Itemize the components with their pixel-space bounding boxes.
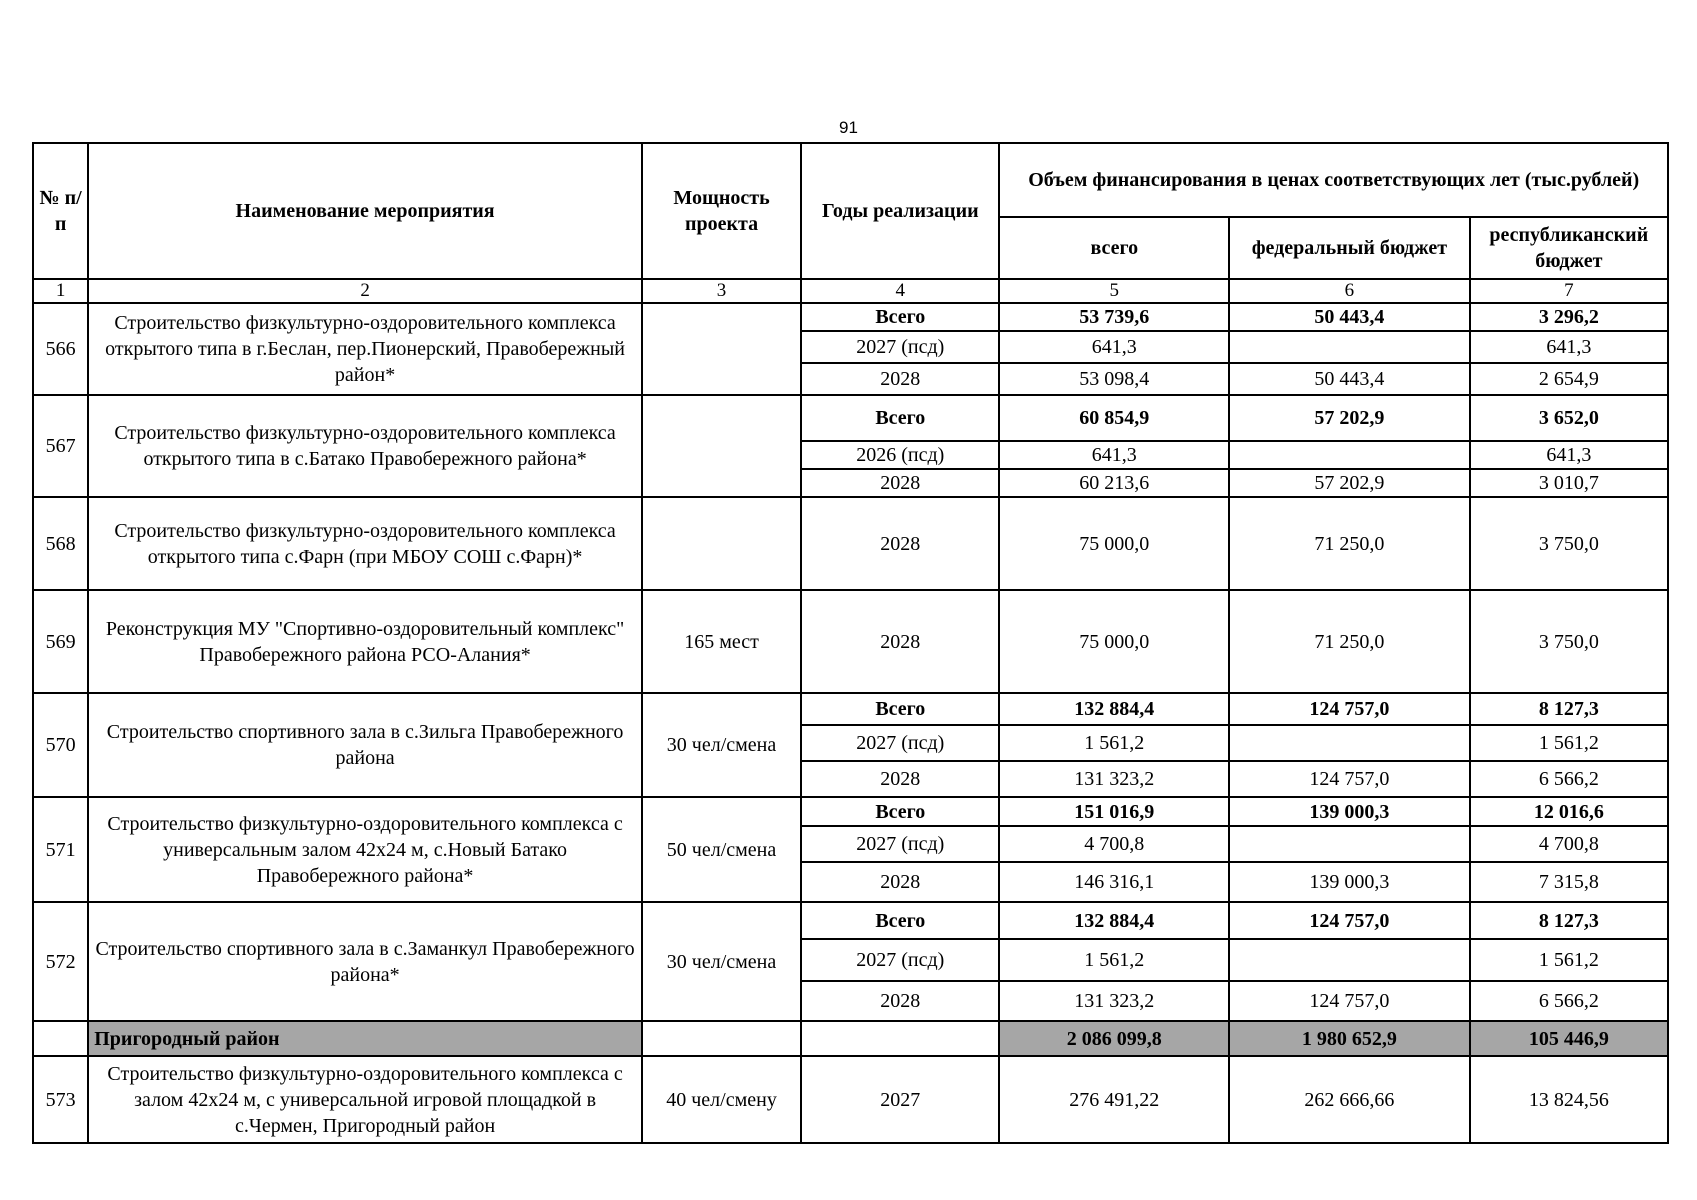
- federal-cell: 124 757,0: [1229, 902, 1470, 939]
- measure-name: Реконструкция МУ "Спортивно-оздоровительный комплекс" Правобережного района РСО-Алания*: [88, 590, 642, 693]
- district-row: [33, 1021, 1668, 1056]
- year-cell: Всего: [801, 797, 999, 826]
- total-cell: 1 561,2: [999, 939, 1229, 981]
- year-cell: 2027 (псд): [801, 826, 999, 862]
- capacity: 50 чел/смена: [642, 797, 801, 902]
- year-cell: Всего: [801, 303, 999, 331]
- measure-name: Строительство спортивного зала в с.Заманкул Правобережного района*: [88, 902, 642, 1021]
- republican-cell: 8 127,3: [1470, 902, 1668, 939]
- year-cell: Всего: [801, 395, 999, 441]
- year-cell: 2028: [801, 363, 999, 395]
- row-number: 567: [33, 395, 88, 497]
- column-number: 5: [999, 279, 1229, 303]
- year-cell: 2027: [801, 1056, 999, 1143]
- column-number: 4: [801, 279, 999, 303]
- federal-cell: 50 443,4: [1229, 363, 1470, 395]
- column-number: 1: [33, 279, 88, 303]
- total-cell: 641,3: [999, 441, 1229, 469]
- republican-cell: 13 824,56: [1470, 1056, 1668, 1143]
- district-republican: 105 446,9: [1470, 1021, 1668, 1056]
- year-cell: 2028: [801, 761, 999, 797]
- district-name: Пригородный район: [88, 1021, 642, 1056]
- republican-cell: 6 566,2: [1470, 981, 1668, 1021]
- capacity: 165 мест: [642, 590, 801, 693]
- measure-name: Строительство физкультурно-оздоровительного комплекса с универсальным залом 42х24 м, с.Новый Батако Правобережного района*: [88, 797, 642, 902]
- year-cell: 2028: [801, 981, 999, 1021]
- column-number: 2: [88, 279, 642, 303]
- district-total: 2 086 099,8: [999, 1021, 1229, 1056]
- year-cell: 2027 (псд): [801, 725, 999, 761]
- total-cell: 75 000,0: [999, 497, 1229, 590]
- republican-cell: 2 654,9: [1470, 363, 1668, 395]
- republican-cell: 4 700,8: [1470, 826, 1668, 862]
- district-year-empty: [801, 1021, 999, 1056]
- row-number: 572: [33, 902, 88, 1021]
- district-federal: 1 980 652,9: [1229, 1021, 1470, 1056]
- row-number: 570: [33, 693, 88, 797]
- total-cell: 60 213,6: [999, 469, 1229, 497]
- capacity: [642, 303, 801, 395]
- row-number: 569: [33, 590, 88, 693]
- federal-cell: 124 757,0: [1229, 761, 1470, 797]
- total-cell: 4 700,8: [999, 826, 1229, 862]
- year-cell: 2026 (псд): [801, 441, 999, 469]
- column-number: 7: [1470, 279, 1668, 303]
- republican-cell: 3 296,2: [1470, 303, 1668, 331]
- total-cell: 132 884,4: [999, 902, 1229, 939]
- year-cell: 2028: [801, 469, 999, 497]
- total-cell: 60 854,9: [999, 395, 1229, 441]
- year-cell: 2028: [801, 862, 999, 902]
- header-capacity: Мощность проекта: [642, 143, 801, 279]
- measure-name: Строительство физкультурно-оздоровительного комплекса открытого типа с.Фарн (при МБОУ СОШ с.Фарн)*: [88, 497, 642, 590]
- header-republican: республиканский бюджет: [1470, 217, 1668, 279]
- row-number: 571: [33, 797, 88, 902]
- header-federal: федеральный бюджет: [1229, 217, 1470, 279]
- header-years: Годы реализации: [801, 143, 999, 279]
- capacity: [642, 497, 801, 590]
- federal-cell: 50 443,4: [1229, 303, 1470, 331]
- total-cell: 146 316,1: [999, 862, 1229, 902]
- federal-cell: 71 250,0: [1229, 497, 1470, 590]
- district-num-empty: [33, 1021, 88, 1056]
- republican-cell: 1 561,2: [1470, 939, 1668, 981]
- federal-cell: 262 666,66: [1229, 1056, 1470, 1143]
- republican-cell: 641,3: [1470, 441, 1668, 469]
- year-cell: 2028: [801, 497, 999, 590]
- capacity: [642, 395, 801, 497]
- header-total: всего: [999, 217, 1229, 279]
- capacity: 30 чел/смена: [642, 693, 801, 797]
- capacity: 30 чел/смена: [642, 902, 801, 1021]
- total-cell: 131 323,2: [999, 761, 1229, 797]
- measure-name: Строительство спортивного зала в с.Зильга Правобережного района: [88, 693, 642, 797]
- federal-cell: 57 202,9: [1229, 395, 1470, 441]
- row-number: 568: [33, 497, 88, 590]
- measure-name: Строительство физкультурно-оздоровительного комплекса с залом 42х24 м, с универсальной игровой площадкой в с.Чермен, Пригородный район: [88, 1056, 642, 1143]
- year-cell: Всего: [801, 902, 999, 939]
- republican-cell: 6 566,2: [1470, 761, 1668, 797]
- total-cell: 75 000,0: [999, 590, 1229, 693]
- column-number: 6: [1229, 279, 1470, 303]
- republican-cell: 641,3: [1470, 331, 1668, 363]
- federal-cell: 124 757,0: [1229, 693, 1470, 725]
- measure-name: Строительство физкультурно-оздоровительного комплекса открытого типа в с.Батако Правобережного района*: [88, 395, 642, 497]
- year-cell: Всего: [801, 693, 999, 725]
- total-cell: 132 884,4: [999, 693, 1229, 725]
- row-number: 573: [33, 1056, 88, 1143]
- financing-table: [32, 142, 1669, 1144]
- total-cell: 641,3: [999, 331, 1229, 363]
- federal-cell: 139 000,3: [1229, 862, 1470, 902]
- republican-cell: 8 127,3: [1470, 693, 1668, 725]
- republican-cell: 3 750,0: [1470, 590, 1668, 693]
- federal-cell: [1229, 331, 1470, 363]
- federal-cell: [1229, 725, 1470, 761]
- federal-cell: [1229, 441, 1470, 469]
- republican-cell: 12 016,6: [1470, 797, 1668, 826]
- measure-name: Строительство физкультурно-оздоровительного комплекса открытого типа в г.Беслан, пер.Пионерский, Правобережный район*: [88, 303, 642, 395]
- federal-cell: 124 757,0: [1229, 981, 1470, 1021]
- republican-cell: 3 652,0: [1470, 395, 1668, 441]
- header-num: № п/п: [33, 143, 88, 279]
- total-cell: 276 491,22: [999, 1056, 1229, 1143]
- republican-cell: 1 561,2: [1470, 725, 1668, 761]
- district-capacity-empty: [642, 1021, 801, 1056]
- republican-cell: 7 315,8: [1470, 862, 1668, 902]
- header-name: Наименование мероприятия: [88, 143, 642, 279]
- year-cell: 2027 (псд): [801, 331, 999, 363]
- column-number: 3: [642, 279, 801, 303]
- total-cell: 151 016,9: [999, 797, 1229, 826]
- republican-cell: 3 750,0: [1470, 497, 1668, 590]
- federal-cell: 57 202,9: [1229, 469, 1470, 497]
- row-number: 566: [33, 303, 88, 395]
- federal-cell: 139 000,3: [1229, 797, 1470, 826]
- page-number: 91: [839, 118, 858, 137]
- year-cell: 2028: [801, 590, 999, 693]
- total-cell: 53 739,6: [999, 303, 1229, 331]
- federal-cell: [1229, 826, 1470, 862]
- federal-cell: 71 250,0: [1229, 590, 1470, 693]
- total-cell: 53 098,4: [999, 363, 1229, 395]
- federal-cell: [1229, 939, 1470, 981]
- total-cell: 1 561,2: [999, 725, 1229, 761]
- header-financing: Объем финансирования в ценах соответствующих лет (тыс.рублей): [999, 143, 1668, 217]
- total-cell: 131 323,2: [999, 981, 1229, 1021]
- republican-cell: 3 010,7: [1470, 469, 1668, 497]
- year-cell: 2027 (псд): [801, 939, 999, 981]
- capacity: 40 чел/смену: [642, 1056, 801, 1143]
